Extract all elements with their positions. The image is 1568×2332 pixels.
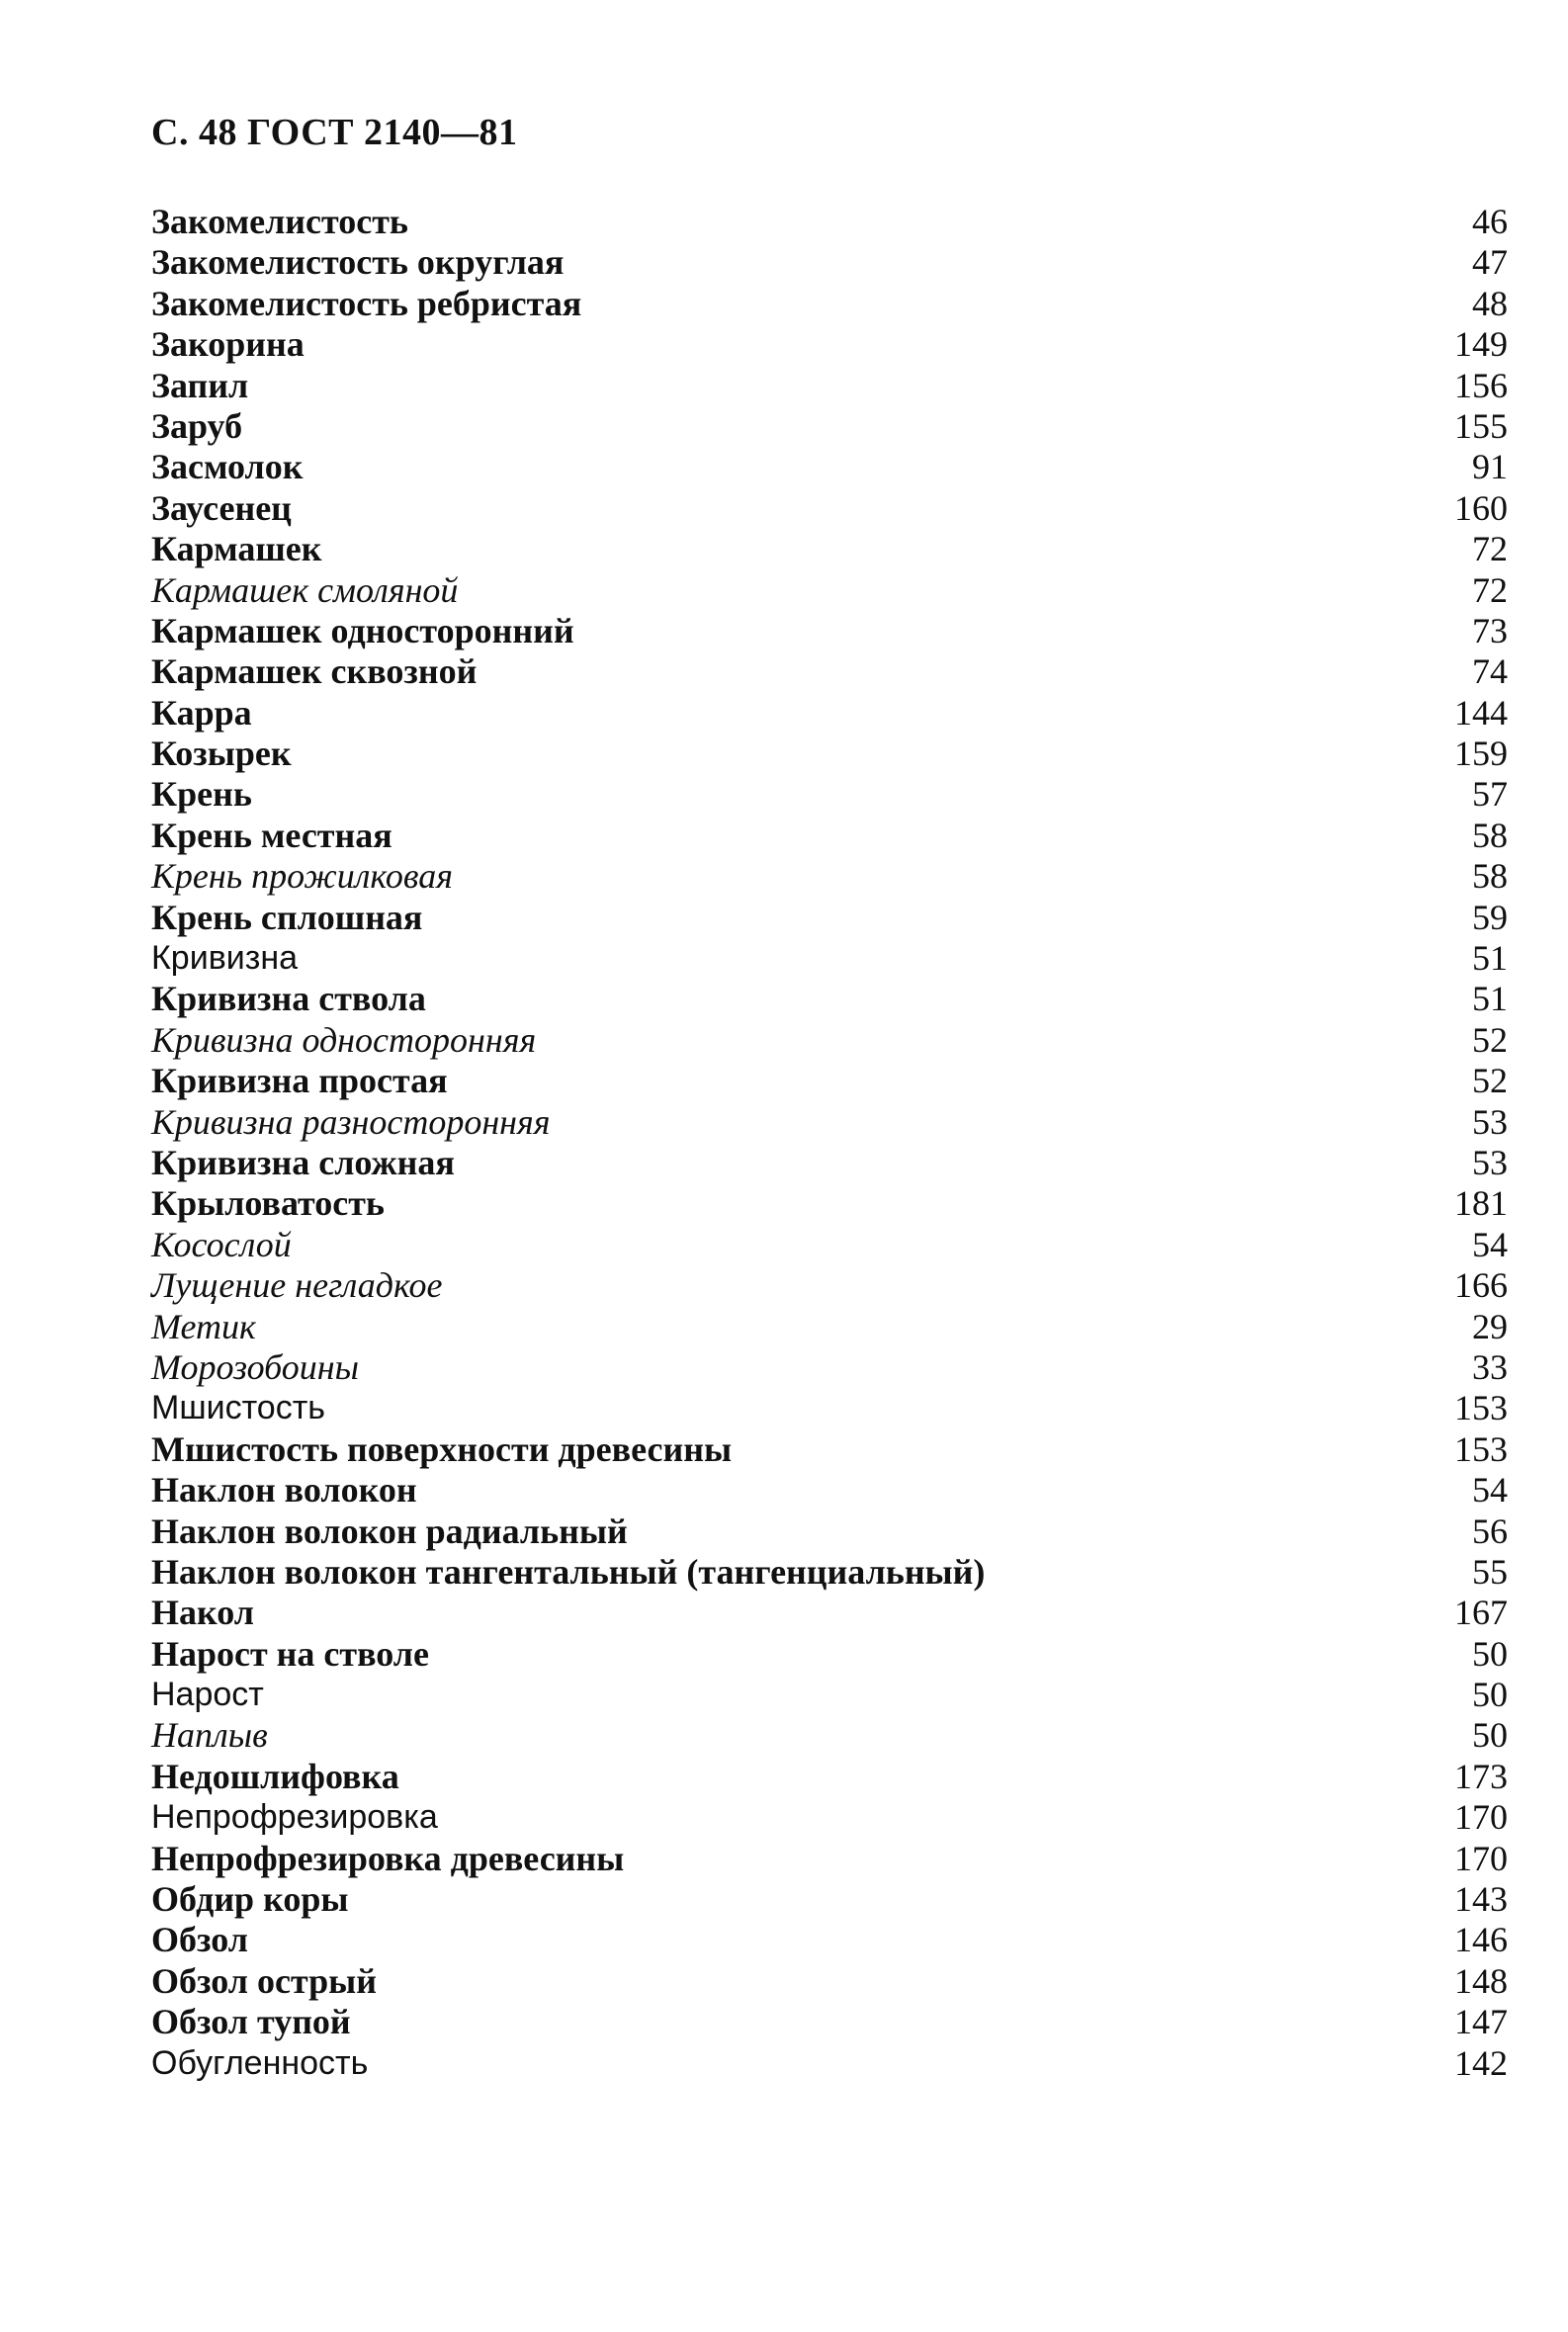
index-term: Запил [151, 365, 249, 405]
index-term: Обзол [151, 1920, 248, 1960]
page-number: 144 [1454, 692, 1508, 733]
index-entry [151, 324, 1508, 365]
index-entry [151, 447, 1508, 487]
page-number: 149 [1454, 324, 1508, 365]
page-number: 159 [1454, 734, 1508, 774]
index-term: Наклон волокон тангентальный (тангенциальный) [151, 1551, 986, 1592]
index-entry [151, 1879, 1508, 1920]
index-entry [151, 1102, 1508, 1143]
index-entry [151, 1757, 1508, 1797]
index-term: Нарост [151, 1676, 264, 1714]
index-entry [151, 1593, 1508, 1633]
index-entry [151, 1839, 1508, 1879]
index-term: Кривизна сложная [151, 1142, 455, 1182]
page-number: 46 [1472, 202, 1508, 241]
page-number: 153 [1454, 1388, 1508, 1428]
page-number: 58 [1472, 856, 1508, 897]
page-number: 147 [1454, 2002, 1508, 2042]
index-term: Кармашек [151, 529, 322, 569]
index-term: Закорина [151, 324, 305, 365]
index-entry [151, 979, 1508, 1019]
index-term: Закомелистость округлая [151, 242, 565, 283]
index-entry [151, 1511, 1508, 1552]
index-entry [151, 651, 1508, 692]
index-entry [151, 1797, 1508, 1838]
index-term: Засмолок [151, 447, 304, 487]
index-entry [151, 1307, 1508, 1347]
page-number: 148 [1454, 1960, 1508, 2001]
index-entry [151, 1020, 1508, 1061]
index-term: Обугленность [151, 2043, 369, 2082]
index-entry [151, 1961, 1508, 2002]
page-number: 51 [1472, 979, 1508, 1019]
index-entry [151, 406, 1508, 447]
index-entry [151, 898, 1508, 938]
page-number: 50 [1472, 1675, 1508, 1715]
page-number: 146 [1454, 1920, 1508, 1960]
page-header: С. 48 ГОСТ 2140—81 [151, 112, 518, 153]
page-number: 59 [1472, 897, 1508, 937]
index-term: Закомелистость ребристая [151, 283, 582, 323]
index-term: Непрофрезировка древесины [151, 1838, 625, 1878]
index-term: Наплыв [151, 1715, 268, 1756]
page-number: 53 [1472, 1142, 1508, 1182]
index-entry [151, 242, 1508, 283]
index-entry [151, 693, 1508, 734]
index-term: Крень местная [151, 815, 392, 855]
page-number: 170 [1454, 1838, 1508, 1878]
index-term: Нарост на стволе [151, 1633, 429, 1674]
index-term: Мшистость поверхности древесины [151, 1428, 733, 1469]
index-entry [151, 1061, 1508, 1101]
page-number: 52 [1472, 1019, 1508, 1060]
index-term: Кармашек смоляной [151, 569, 459, 610]
index-entry [151, 284, 1508, 324]
index-term: Заруб [151, 405, 243, 446]
index-term: Кармашек сквозной [151, 651, 478, 692]
index-term: Карра [151, 692, 252, 733]
page-number: 47 [1472, 242, 1508, 283]
index-entry [151, 202, 1508, 242]
index-term: Кривизна односторонняя [151, 1019, 537, 1060]
page-number: 156 [1454, 365, 1508, 405]
page-number: 50 [1472, 1633, 1508, 1674]
index-entry [151, 2043, 1508, 2084]
page-number: 54 [1472, 1224, 1508, 1264]
page-number: 155 [1454, 405, 1508, 446]
index-term: Кривизна разносторонняя [151, 1101, 551, 1142]
page-number: 74 [1472, 651, 1508, 692]
index-entry [151, 1143, 1508, 1183]
index-term: Наклон волокон [151, 1470, 417, 1511]
index-entry [151, 856, 1508, 897]
index-entry [151, 1388, 1508, 1428]
index-term: Недошлифовка [151, 1756, 399, 1796]
page-number: 72 [1472, 569, 1508, 610]
index-term: Кармашек односторонний [151, 610, 574, 650]
page-number: 72 [1472, 529, 1508, 569]
index-entry [151, 1552, 1508, 1593]
index-entry [151, 1265, 1508, 1306]
index-entry [151, 1429, 1508, 1470]
page-number: 160 [1454, 487, 1508, 528]
index-entry [151, 1675, 1508, 1715]
index-entry [151, 1715, 1508, 1756]
index-term: Кривизна простая [151, 1061, 448, 1101]
page-number: 56 [1472, 1511, 1508, 1551]
page-number: 173 [1454, 1756, 1508, 1796]
index-term: Крень [151, 774, 252, 815]
index-entry [151, 1183, 1508, 1224]
index-term: Морозобоины [151, 1346, 359, 1387]
index-entry [151, 611, 1508, 651]
page-number: 170 [1454, 1797, 1508, 1838]
index-term: Заусенец [151, 487, 292, 528]
index-term: Непрофрезировка [151, 1798, 438, 1837]
index-entry [151, 2002, 1508, 2042]
index-term: Кривизна ствола [151, 979, 426, 1019]
index-entry [151, 1634, 1508, 1675]
index-term: Обзол тупой [151, 2002, 351, 2042]
index-entry [151, 774, 1508, 815]
page-number: 57 [1472, 774, 1508, 815]
index-term: Обдир коры [151, 1879, 349, 1920]
page-number: 54 [1472, 1470, 1508, 1511]
index-entry [151, 1347, 1508, 1388]
index-term: Метик [151, 1306, 256, 1346]
page-number: 50 [1472, 1715, 1508, 1756]
term-index-list [151, 202, 1508, 2084]
page-number: 167 [1454, 1593, 1508, 1633]
index-term: Крень прожилковая [151, 856, 453, 897]
page-number: 181 [1454, 1183, 1508, 1224]
page-number: 33 [1472, 1346, 1508, 1387]
index-entry [151, 1470, 1508, 1511]
index-term: Обзол острый [151, 1960, 377, 2001]
page-number: 166 [1454, 1265, 1508, 1306]
index-term: Кривизна [151, 939, 299, 978]
index-entry [151, 529, 1508, 569]
index-entry [151, 1225, 1508, 1265]
page-number: 29 [1472, 1306, 1508, 1346]
page-number: 153 [1454, 1428, 1508, 1469]
index-term: Закомелистость [151, 202, 408, 241]
index-term: Наклон волокон радиальный [151, 1511, 628, 1551]
index-entry [151, 938, 1508, 979]
page-number: 51 [1472, 938, 1508, 979]
index-entry [151, 570, 1508, 611]
page-number: 55 [1472, 1551, 1508, 1592]
index-term: Мшистость [151, 1389, 325, 1427]
page-number: 142 [1454, 2042, 1508, 2083]
page-number: 143 [1454, 1879, 1508, 1920]
page-number: 52 [1472, 1061, 1508, 1101]
index-term: Лущение негладкое [151, 1265, 443, 1306]
page-number: 48 [1472, 283, 1508, 323]
page-number: 58 [1472, 815, 1508, 855]
page-number: 73 [1472, 610, 1508, 650]
index-entry [151, 366, 1508, 406]
index-term: Крень сплошная [151, 897, 423, 937]
page-number: 91 [1472, 447, 1508, 487]
index-term: Косослой [151, 1224, 292, 1264]
index-term: Козырек [151, 734, 292, 774]
index-entry [151, 488, 1508, 529]
index-entry [151, 734, 1508, 774]
index-entry [151, 1920, 1508, 1960]
index-term: Накол [151, 1593, 254, 1633]
index-term: Крыловатость [151, 1183, 385, 1224]
index-entry [151, 816, 1508, 856]
page-number: 53 [1472, 1101, 1508, 1142]
